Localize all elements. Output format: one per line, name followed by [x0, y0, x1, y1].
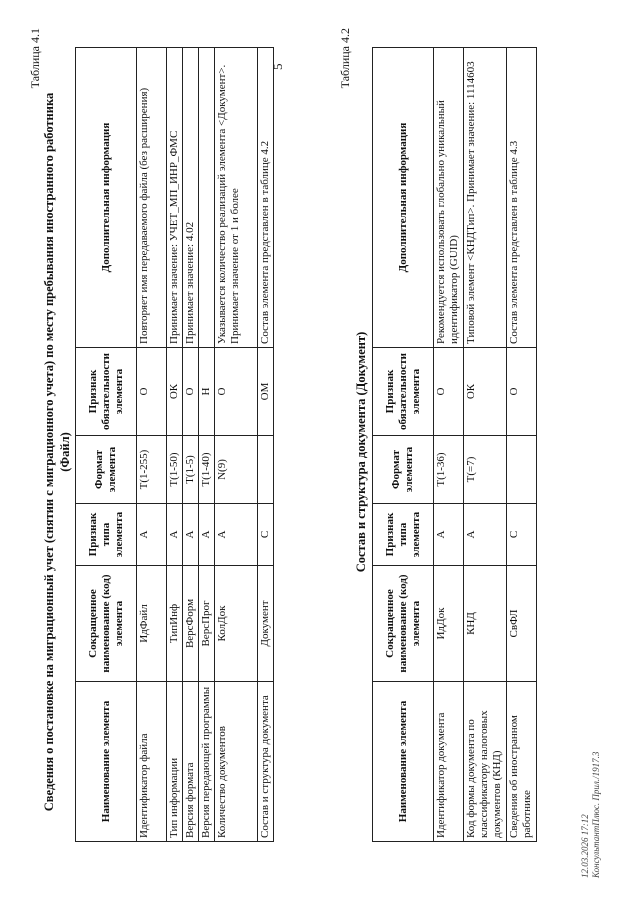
rotated-content	[20, 22, 620, 882]
table-row	[507, 48, 537, 842]
col-header-info: Дополнительная информация	[373, 48, 434, 348]
cell-name: Количество документов	[215, 682, 258, 842]
col-header-required: Признак обязательности элемента	[76, 348, 137, 436]
cell-required: О	[215, 348, 258, 436]
cell-code: ИдДок	[434, 566, 464, 682]
table1-subheading: (Файл)	[58, 432, 72, 472]
cell-name: Сведения об иностранном работнике	[507, 682, 537, 842]
table2-heading: Состав и структура документа (Документ)	[354, 331, 368, 573]
col-header-code: Сокращенное наименование (код) элемента	[373, 566, 434, 682]
cell-name: Идентификатор документа	[434, 682, 464, 842]
page-number: 5	[270, 63, 285, 70]
cell-code: КНД	[464, 566, 507, 682]
col-header-format: Формат элемента	[373, 436, 434, 504]
col-header-type: Признак типа элемента	[76, 504, 137, 566]
cell-name: Идентификатор файла	[137, 682, 167, 842]
col-header-required: Признак обязательности элемента	[373, 348, 434, 436]
col-header-type: Признак типа элемента	[373, 504, 434, 566]
cell-info: Типовой элемент <КНДТип>. Принимает значение: 1114603	[464, 48, 507, 348]
cell-name: Тип информации	[167, 682, 183, 842]
cell-code: СвФЛ	[507, 566, 537, 682]
cell-name: Код формы документа по классификатору налоговых документов (КНД)	[464, 682, 507, 842]
cell-info: Принимает значение: УЧЕТ_МП_ИНР_ФМС	[167, 48, 183, 348]
cell-required: О	[434, 348, 464, 436]
cell-required: Н	[199, 348, 215, 436]
table-row	[199, 48, 215, 842]
table-4-1	[75, 47, 274, 842]
cell-type: А	[137, 504, 167, 566]
cell-info: Принимает значение: 4.02	[183, 48, 199, 348]
cell-code: ВерсФорм	[183, 566, 199, 682]
cell-type: А	[199, 504, 215, 566]
cell-info: Повторяет имя передаваемого файла (без расширения)	[137, 48, 167, 348]
cell-required: О	[507, 348, 537, 436]
cell-code: КолДок	[215, 566, 258, 682]
cell-format: T(1-40)	[199, 436, 215, 504]
footer-stamp	[580, 752, 602, 878]
col-header-info: Дополнительная информация	[76, 48, 137, 348]
table-row	[215, 48, 258, 842]
col-header-code: Сокращенное наименование (код) элемента	[76, 566, 137, 682]
table-header-row	[76, 48, 137, 842]
cell-type: С	[258, 504, 274, 566]
col-header-name: Наименование элемента	[76, 682, 137, 842]
cell-format	[258, 436, 274, 504]
cell-required: ОК	[167, 348, 183, 436]
table-row	[183, 48, 199, 842]
table-row	[137, 48, 167, 842]
cell-format: T(1-5)	[183, 436, 199, 504]
cell-code: Документ	[258, 566, 274, 682]
cell-type: А	[183, 504, 199, 566]
cell-code: ВерсПрог	[199, 566, 215, 682]
cell-format: T(1-50)	[167, 436, 183, 504]
cell-format: T(1-255)	[137, 436, 167, 504]
col-header-format: Формат элемента	[76, 436, 137, 504]
footer-date: 12.03.2026 17:12	[580, 814, 590, 878]
cell-name: Состав и структура документа	[258, 682, 274, 842]
table-row	[434, 48, 464, 842]
cell-format: T(=7)	[464, 436, 507, 504]
footer-source: КонсультантПлюс. Прил./1917.3	[591, 751, 601, 878]
table1-caption: Таблица 4.1	[28, 28, 42, 89]
cell-format: T(1-36)	[434, 436, 464, 504]
cell-info: Рекомендуется использовать глобально уникальный идентификатор (GUID)	[434, 48, 464, 348]
cell-type: А	[464, 504, 507, 566]
cell-type: А	[215, 504, 258, 566]
col-header-name: Наименование элемента	[373, 682, 434, 842]
cell-format	[507, 436, 537, 504]
cell-info: Указывается количество реализаций элемента <Документ>. Принимает значение от 1 и более	[215, 48, 258, 348]
table-row	[258, 48, 274, 842]
table-row	[167, 48, 183, 842]
cell-type: А	[434, 504, 464, 566]
cell-required: ОМ	[258, 348, 274, 436]
cell-info: Состав элемента представлен в таблице 4.2	[258, 48, 274, 348]
cell-code: ТипИнф	[167, 566, 183, 682]
cell-name: Версия формата	[183, 682, 199, 842]
cell-type: А	[167, 504, 183, 566]
cell-info: Состав элемента представлен в таблице 4.3	[507, 48, 537, 348]
cell-info	[199, 48, 215, 348]
table1-heading: Сведения о постановке на миграционный учет (снятии с миграционного учета) по месту пребывания иностранного работника	[42, 92, 56, 812]
cell-format: N(9)	[215, 436, 258, 504]
cell-type: С	[507, 504, 537, 566]
table-row	[464, 48, 507, 842]
cell-required: ОК	[464, 348, 507, 436]
cell-code: ИдФайл	[137, 566, 167, 682]
table-4-2	[372, 47, 537, 842]
table-header-row	[373, 48, 434, 842]
cell-required: О	[183, 348, 199, 436]
cell-name: Версия передающей программы	[199, 682, 215, 842]
table2-caption: Таблица 4.2	[338, 28, 352, 89]
cell-required: О	[137, 348, 167, 436]
